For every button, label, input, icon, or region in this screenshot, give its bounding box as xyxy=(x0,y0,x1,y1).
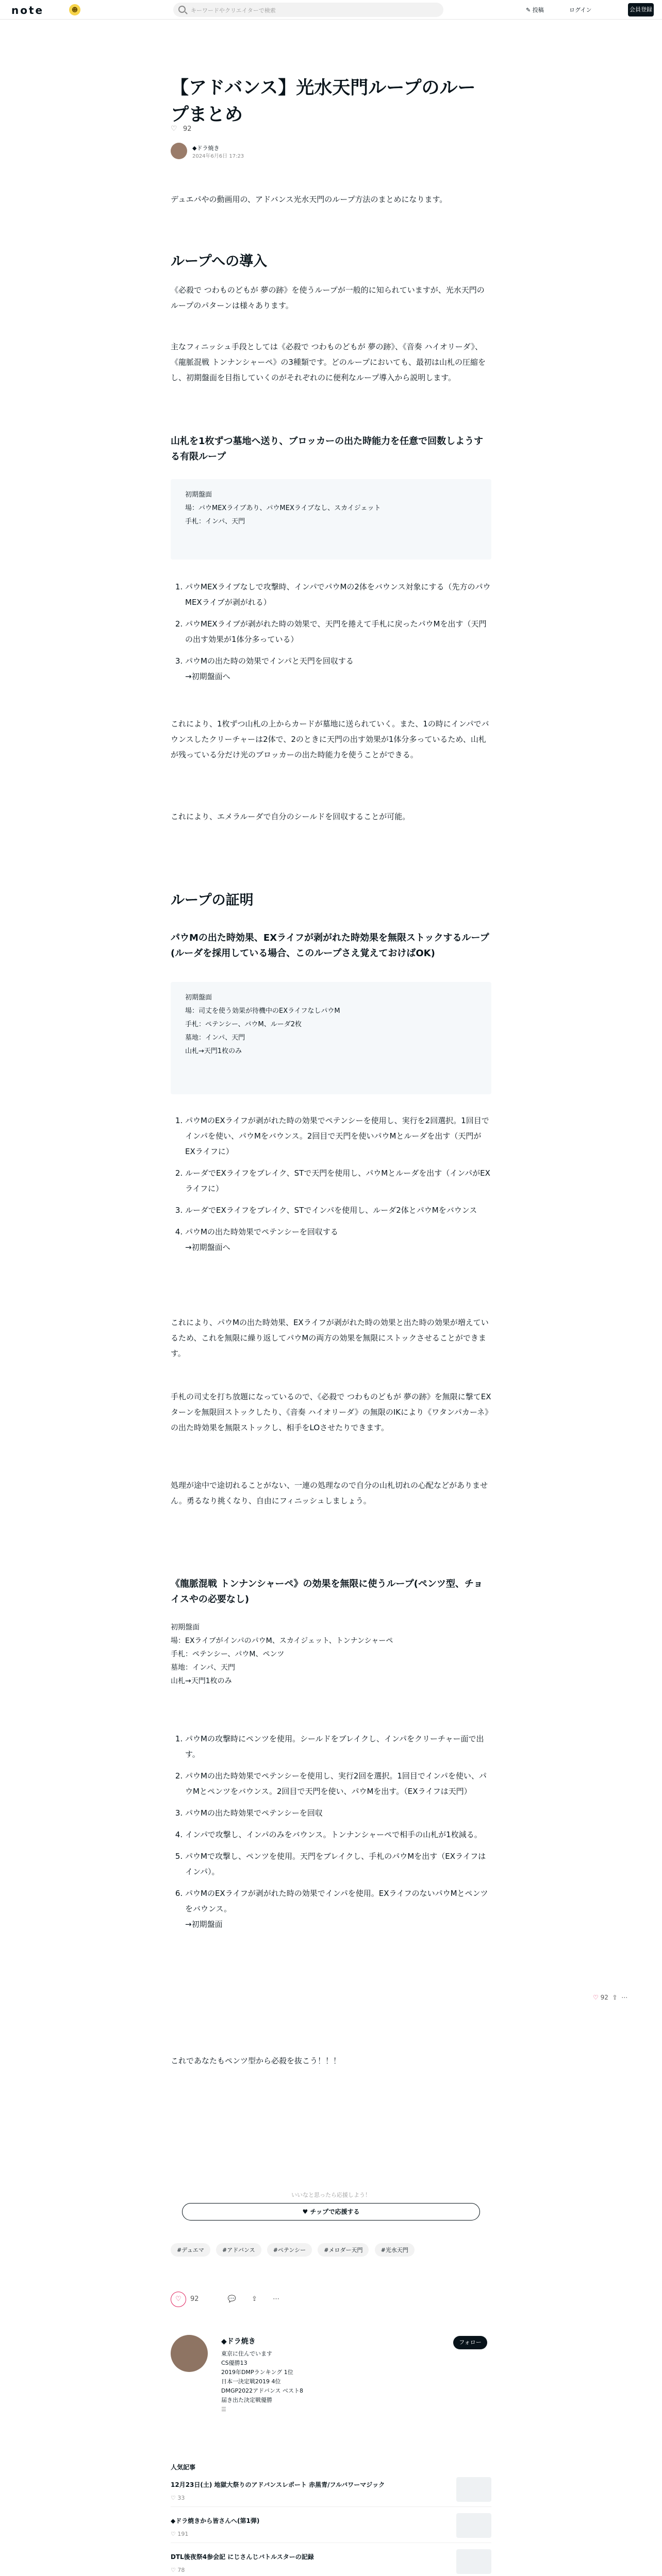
bio-line: DMGP2022アドバンス ベスト8 xyxy=(221,2387,304,2394)
paragraph: 手札の司丈を打ち放題になっているので、《必殺で つわものどもが 夢の跡》を無限に撃てEXターンを無限回ストックしたり、《音奏 ハイオリーダ》の無限のIKにより《ワタンパカーネ》の出た時効果を無限ストックし、相手をLOさせたりできます。 xyxy=(171,1392,491,1432)
popular-heading: 人気記事 xyxy=(171,2464,196,2471)
heart-icon: ♡ xyxy=(171,2292,186,2307)
list-item: 2. パウMEXライブが剥がれた時の効果で、天門を捲えて手札に戻ったパウMを出す（天門の出す効果が1体分多っている） xyxy=(185,616,491,647)
popular-likes: ♡ 33 xyxy=(171,2495,185,2501)
paragraph: 《必殺で つわものどもが 夢の跡》を使うループが一般的に知られていますが、光水天門のループのパターンは様々あります。 xyxy=(171,285,485,310)
gift-icon: ♥ xyxy=(302,2208,310,2215)
avatar[interactable] xyxy=(171,2335,208,2372)
subsection-heading: 山札を1枚ずつ墓地へ送り、ブロッカーの出た時能力を任意で回数しようする有限ループ xyxy=(171,436,484,462)
list-item: 3. ルーダでEXライフをブレイク、STでインパを使用し、ルーダ2体とパウMをバウンス xyxy=(185,1202,491,1218)
section-heading: ループへの導入 xyxy=(171,253,268,269)
thumbnail xyxy=(456,2477,491,2502)
search-placeholder: キーワードやクリエイターで検索 xyxy=(191,7,276,14)
tip-button[interactable] xyxy=(182,2203,480,2221)
share-icon[interactable]: ⇪ xyxy=(252,2295,257,2303)
setup-line: 場：EXライブがインパのパウM、スカイジェット、トンナンシャーペ xyxy=(171,1637,393,1645)
popular-item[interactable] xyxy=(171,2549,491,2576)
like-row xyxy=(171,125,192,133)
post-date: 2024年6月6日 17:23 xyxy=(192,154,244,159)
popular-title: ◆ドラ焼きから皆さんへ(第1弾) xyxy=(171,2517,260,2524)
box-line: 手札：ペテンシー、パウM、ルーダ2枚 xyxy=(185,1021,302,1028)
share-icon[interactable]: ⇪ xyxy=(610,1994,618,2001)
thumbnail xyxy=(456,2549,491,2574)
note-logo[interactable]: note xyxy=(11,4,44,16)
thumbnail xyxy=(456,2513,491,2538)
bio-line: 届き出た決定戦優勝 xyxy=(221,2397,272,2403)
box-line: 場：パウMEXライブあり、パウMEXライブなし、スカイジェット xyxy=(185,504,381,512)
setup-text xyxy=(171,1621,491,1688)
heart-icon[interactable]: ♡ xyxy=(593,1994,599,2001)
like-button[interactable] xyxy=(171,2292,212,2307)
tag[interactable]: #ペテンシー xyxy=(267,2243,312,2257)
bio-line: CS優勝13 xyxy=(221,2360,247,2366)
like-count: 191 xyxy=(177,2531,189,2537)
rss-icon[interactable]: ☰ xyxy=(221,2406,226,2413)
comment-icon[interactable]: 💬 xyxy=(227,2295,236,2303)
setup-line: 初期盤面 xyxy=(171,1623,200,1632)
tag[interactable]: #アドバンス xyxy=(216,2243,261,2257)
list-item: 3. パウMの出た時効果でペテンシーを回収 xyxy=(185,1805,491,1821)
box-line: 初期盤面 xyxy=(185,491,212,499)
section-heading: ループの証明 xyxy=(171,892,254,908)
search-input[interactable] xyxy=(173,3,443,17)
bookmark-icon[interactable]: ⋯ xyxy=(619,1994,628,2001)
box-line: 初期盤面 xyxy=(185,994,212,1002)
support-caption: いいなと思ったら応援しよう！ xyxy=(291,2192,371,2198)
subsection-heading: パウMの出た時効果、EXライフが剥がれた時効果を無限ストックするループ(ルーダを採用している場合、このループさえ覚えておけばOK) xyxy=(171,933,489,959)
tip-label: チップで応援する xyxy=(310,2208,360,2215)
tag[interactable]: #メロダー天門 xyxy=(318,2243,369,2257)
floating-like-count: 92 xyxy=(600,1994,608,2001)
author-name[interactable]: ◆ドラ焼き xyxy=(192,145,220,151)
tag[interactable]: #光水天門 xyxy=(375,2243,415,2257)
tag[interactable]: #デュエマ xyxy=(171,2243,210,2257)
like-count: 33 xyxy=(177,2495,185,2501)
step-list xyxy=(171,579,491,690)
list-item: 3. パウMの出た時の効果でインパと天門を回収する →初期盤面へ xyxy=(185,653,491,684)
outro-text: これであなたもペンツ型から必殺を抜こう！！！ xyxy=(171,2056,341,2065)
signup-button[interactable]: 会員登録 xyxy=(628,3,654,16)
article-title: 【アドバンス】光水天門ループのループまとめ xyxy=(171,78,476,125)
paragraph: これにより、パウMの出た時効果、EXライフが剥がれた時の効果と出た時の効果が増えているため、これを無限に繰り返してパウMの両方の効果を無限にストックさせることができます。 xyxy=(171,1318,489,1358)
follow-button[interactable]: フォロー xyxy=(453,2336,487,2349)
heart-icon[interactable]: ♡ xyxy=(171,125,177,133)
step-list xyxy=(171,1731,491,1938)
login-link[interactable]: ログイン xyxy=(569,7,592,13)
list-item: 6. パウMのEXライフが剥がれた時の効果でインパを使用。EXライフのないパウMとペンツをバウンス。 →初期盤面 xyxy=(185,1886,491,1932)
popular-likes: ♡ 191 xyxy=(171,2531,189,2537)
post-link[interactable] xyxy=(526,6,544,14)
like-count: 92 xyxy=(190,2295,199,2303)
like-count: 92 xyxy=(183,125,192,133)
intro-text: デュエパやの動画用の、アドバンス光水天門のループ方法のまとめになります。 xyxy=(171,195,448,204)
list-item: 2. パウMの出た時効果でペテンシーを使用し、実行2回を選択。1回目でインパを使い、パウMとペンツをバウンス。2回目で天門を使い、パウMを出す。（EXライフは天門） xyxy=(185,1768,491,1799)
site-header xyxy=(0,0,662,20)
popular-likes: ♡ 78 xyxy=(171,2567,185,2573)
setup-line: 手札：ペテンシー、パウM、ペンツ xyxy=(171,1650,285,1658)
paragraph: 主なフィニッシュ手段としては《必殺で つわものどもが 夢の跡》、《音奏 ハイオリーダ》、《龍脈混戦 トンナンシャーペ》の3種類です。どのループにおいても、最初は山札の圧縮をし、初期盤面を目指していくのがそれぞれのに便利なループ導入から説明します。 xyxy=(171,342,486,382)
setup-box xyxy=(171,982,491,1094)
logo-character-icon: ☻ xyxy=(69,4,80,15)
popular-item[interactable] xyxy=(171,2513,491,2543)
like-count: 78 xyxy=(177,2567,185,2573)
article-actions xyxy=(171,2292,293,2307)
creator-bio xyxy=(221,2349,386,2414)
box-line: 墓地：インパ、天門 xyxy=(185,1034,245,1042)
list-item: 1. パウMの攻撃時にペンツを使用。シールドをブレイクし、インパをクリーチャー面で出す。 xyxy=(185,1731,491,1762)
avatar[interactable] xyxy=(171,143,187,159)
bio-line: 東京に住んでいます xyxy=(221,2350,272,2357)
list-item: 1. パウMのEXライフが剥がれた時の効果でペテンシーを使用し、実行を2回選択。1回目でインパを使い、パウMをバウンス。2回目で天門を使いパウMとルーダを出す（天門がEXライフに） xyxy=(185,1113,491,1159)
popular-item[interactable] xyxy=(171,2477,491,2507)
creator-name[interactable]: ◆ドラ焼き xyxy=(221,2337,256,2346)
floating-actions xyxy=(593,1994,627,2001)
paragraph: これにより、エメラルーダで自分のシールドを回収することが可能。 xyxy=(171,812,410,821)
list-item: 1. パウMEXライブなしで攻撃時、インパでパウMの2体をバウンス対象にする（先方のパウMEXライブが剥がれる） xyxy=(185,579,491,610)
popular-title: DTL後夜祭4参会記 にじさんじバトルスターの記録 xyxy=(171,2553,314,2561)
paragraph: 処理が途中で途切れることがない、一連の処理なので自分の山札切れの心配などがありません。勇るなり挑くなり、自由にフィニッシュしましょう。 xyxy=(171,1481,488,1505)
popular-title: 12月23日(土) 地獄大祭りのアドバンスレポート 赤黒青/フルバワーマジック xyxy=(171,2481,385,2488)
box-line: 手札：インパ、天門 xyxy=(185,518,245,526)
subsection-heading: 《龍脈混戦 トンナンシャーペ》の効果を無限に使うループ(ペンツ型、チョイスやの必要なし) xyxy=(171,1579,483,1605)
post-label: 投稿 xyxy=(532,7,544,13)
more-icon[interactable]: ⋯ xyxy=(273,2295,280,2303)
setup-box xyxy=(171,479,491,560)
step-list xyxy=(171,1113,491,1261)
pen-icon: ✎ xyxy=(526,7,533,13)
bio-line: 2019年DMPランキング 1位 xyxy=(221,2369,293,2376)
list-item: 4. パウMの出た時効果でペテンシーを回収する →初期盤面へ xyxy=(185,1224,491,1255)
setup-line: 墓地：インパ、天門 xyxy=(171,1664,236,1672)
box-line: 山札→天門1枚のみ xyxy=(185,1047,242,1055)
tag-list xyxy=(171,2243,491,2257)
list-item: 2. ルーダでEXライフをブレイク、STで天門を使用し、パウMとルーダを出す（インパがEXライフに） xyxy=(185,1165,491,1196)
list-item: 4. インパで攻撃し、インパのみをバウンス。トンナンシャーペで相手の山札が1枚減る。 xyxy=(185,1827,491,1842)
box-line: 場：司丈を使う効果が待機中のEXライフなしパウM xyxy=(185,1007,340,1015)
setup-line: 山札→天門1枚のみ xyxy=(171,1677,232,1685)
list-item: 5. パウMで攻撃し、ペンツを使用。天門をブレイクし、手札のパウMを出す（EXライフはインパ）。 xyxy=(185,1849,491,1879)
search-icon xyxy=(178,6,186,13)
bio-line: 日本一決定戦2019 4位 xyxy=(221,2378,281,2385)
paragraph: これにより、1枚ずつ山札の上からカードが墓地に送られていく。また、1の時にインパでバウンスしたクリーチャーは2体で、2のときに天門の出す効果が1体分多っているため、山札が残っている分だけ光のブロッカーの出た時能力を使うことができる。 xyxy=(171,719,489,759)
